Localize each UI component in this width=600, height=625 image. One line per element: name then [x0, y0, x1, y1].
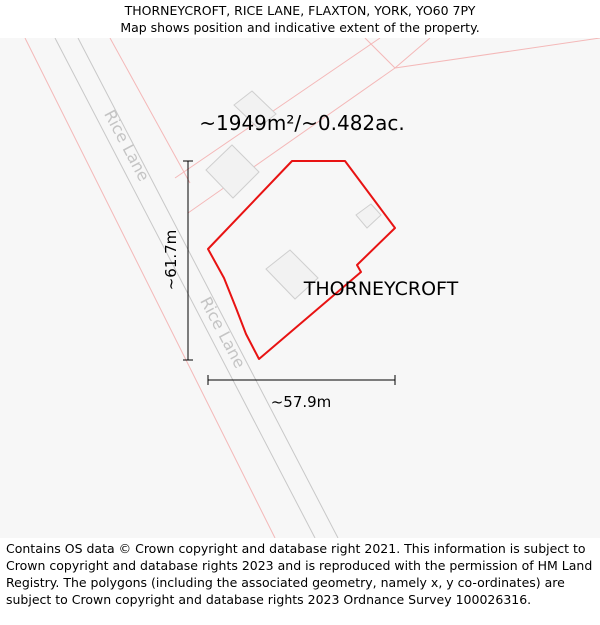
vertical-dimension [183, 161, 193, 360]
map-header [0, 0, 600, 40]
building [206, 145, 259, 198]
attribution-footer: Contains OS data © Crown copyright and database right 2021. This information is subject to Crown copyright and database rights 2023 and is reproduced with the permission of HM Land Registry. The polygons (including the associated geometry, namely x, y co-ordinates) are subject to Crown copyright and database rights 2023 Ordnance Survey 100026316. [6, 541, 593, 607]
property-address: THORNEYCROFT, RICE LANE, FLAXTON, YORK, YO60 7PY [124, 3, 476, 18]
parcel-line [175, 38, 380, 178]
parcel-line [110, 38, 190, 183]
parcel-line [188, 68, 395, 213]
property-label: THORNEYCROFT [303, 278, 459, 300]
horizontal-dimension [208, 375, 395, 385]
horizontal-dimension-label: ~57.9m [270, 393, 332, 411]
map-canvas[interactable] [0, 38, 600, 538]
area-label: ~1949m²/~0.482ac. [199, 111, 405, 135]
map-subtitle: Map shows position and indicative extent of the property. [120, 20, 480, 35]
parcel-line [365, 38, 395, 68]
vertical-dimension-label: ~61.7m [162, 229, 180, 291]
parcel-line [395, 38, 600, 68]
building [356, 204, 381, 228]
road-label: Rice Lane [196, 293, 250, 372]
road-label: Rice Lane [100, 106, 154, 185]
